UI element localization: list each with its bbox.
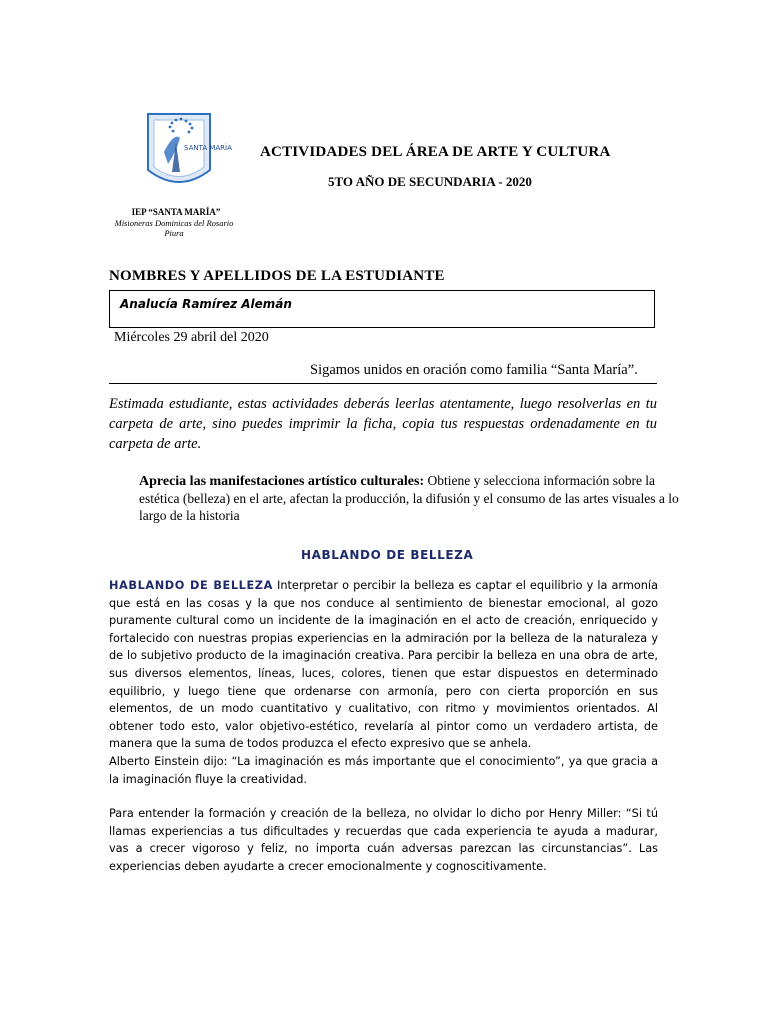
- body-paragraph-2: Alberto Einstein dijo: “La imaginación es más importante que el conocimiento”, ya que gracia a la imaginación fluye la creatividad.: [109, 754, 658, 786]
- school-subtitle-line2: Piura: [164, 228, 184, 238]
- competence-text: Obtiene y selecciona información sobre la estética (belleza) en el arte, afectan la producción, la difusión y el consumo de las artes visuales a lo largo de la historia: [139, 473, 679, 523]
- school-logo: [146, 112, 232, 194]
- competence-paragraph: [139, 472, 687, 524]
- student-name-label: NOMBRES Y APELLIDOS DE LA ESTUDIANTE: [109, 268, 445, 284]
- school-subtitle: [104, 218, 244, 238]
- horizontal-divider: [109, 383, 657, 384]
- document-subtitle: 5TO AÑO DE SECUNDARIA - 2020: [328, 174, 532, 189]
- document-title: ACTIVIDADES DEL ÁREA DE ARTE Y CULTURA: [260, 144, 611, 160]
- document-date: Miércoles 29 abril del 2020: [114, 330, 269, 345]
- school-name: IEP “SANTA MARÍA”: [131, 207, 221, 217]
- school-subtitle-line1: Misioneras Dominicas del Rosario: [114, 218, 234, 228]
- body-paragraph-1-text: Interpretar o percibir la belleza es captar el equilibrio y la armonía que está en las cosas y la que nos conduce al sentimiento de bienestar emocional, al gozo puramente cultural como un incidente de la imaginación en el acto de creación, enriquecido y fortalecido con nuestras propias experiencias en la admiración por la belleza de la naturaleza y de lo subjetivo producto de la imaginación creativa. Para percibir la belleza en una obra de arte, sus diversos elementos, líneas, luces, colores, tienen que estar dispuestos en determinado equilibrio, y luego tiene que ordenarse con armonía, pero con cierta proporción en sus elementos, de un modo cuantitativo y cualitativo, con ritmo y movimientos orientados. Al obtener todo esto, valor objetivo-estético, revelaría al pintor como un verdadero artista, de manera que la suma de todos produzca el efecto expresivo que se anhela.: [109, 579, 658, 751]
- intro-paragraph: Estimada estudiante, estas actividades deberás leerlas atentamente, luego resolverlas en tu carpeta de arte, sino puedes imprimir la ficha, copia tus respuestas ordenadamente en tu carpeta de arte.: [109, 396, 657, 452]
- body-paragraph-1: [109, 577, 658, 753]
- competence-lead: Aprecia las manifestaciones artístico culturales:: [139, 474, 425, 489]
- logo-text: SANTA MARÍA: [184, 144, 232, 152]
- body-lead: HABLANDO DE BELLEZA: [109, 579, 273, 592]
- section-title: HABLANDO DE BELLEZA: [301, 548, 474, 562]
- body-paragraph-3: Para entender la formación y creación de la belleza, no olvidar lo dicho por Henry Miller: “Si tú llamas experiencias a tus dificultades y recuerdas que cada experiencia te ayuda a madurar, vas a crecer vigoroso y feliz, no importa cuán adversas parezcan las circunstancias”. Las experiencias deben ayudarte a crecer emocionalmente y cognoscitivamente.: [109, 807, 658, 873]
- prayer-line: Sigamos unidos en oración como familia “Santa María”.: [310, 362, 638, 378]
- student-name-value: Analucía Ramírez Alemán: [120, 297, 292, 311]
- body-text: [109, 577, 658, 876]
